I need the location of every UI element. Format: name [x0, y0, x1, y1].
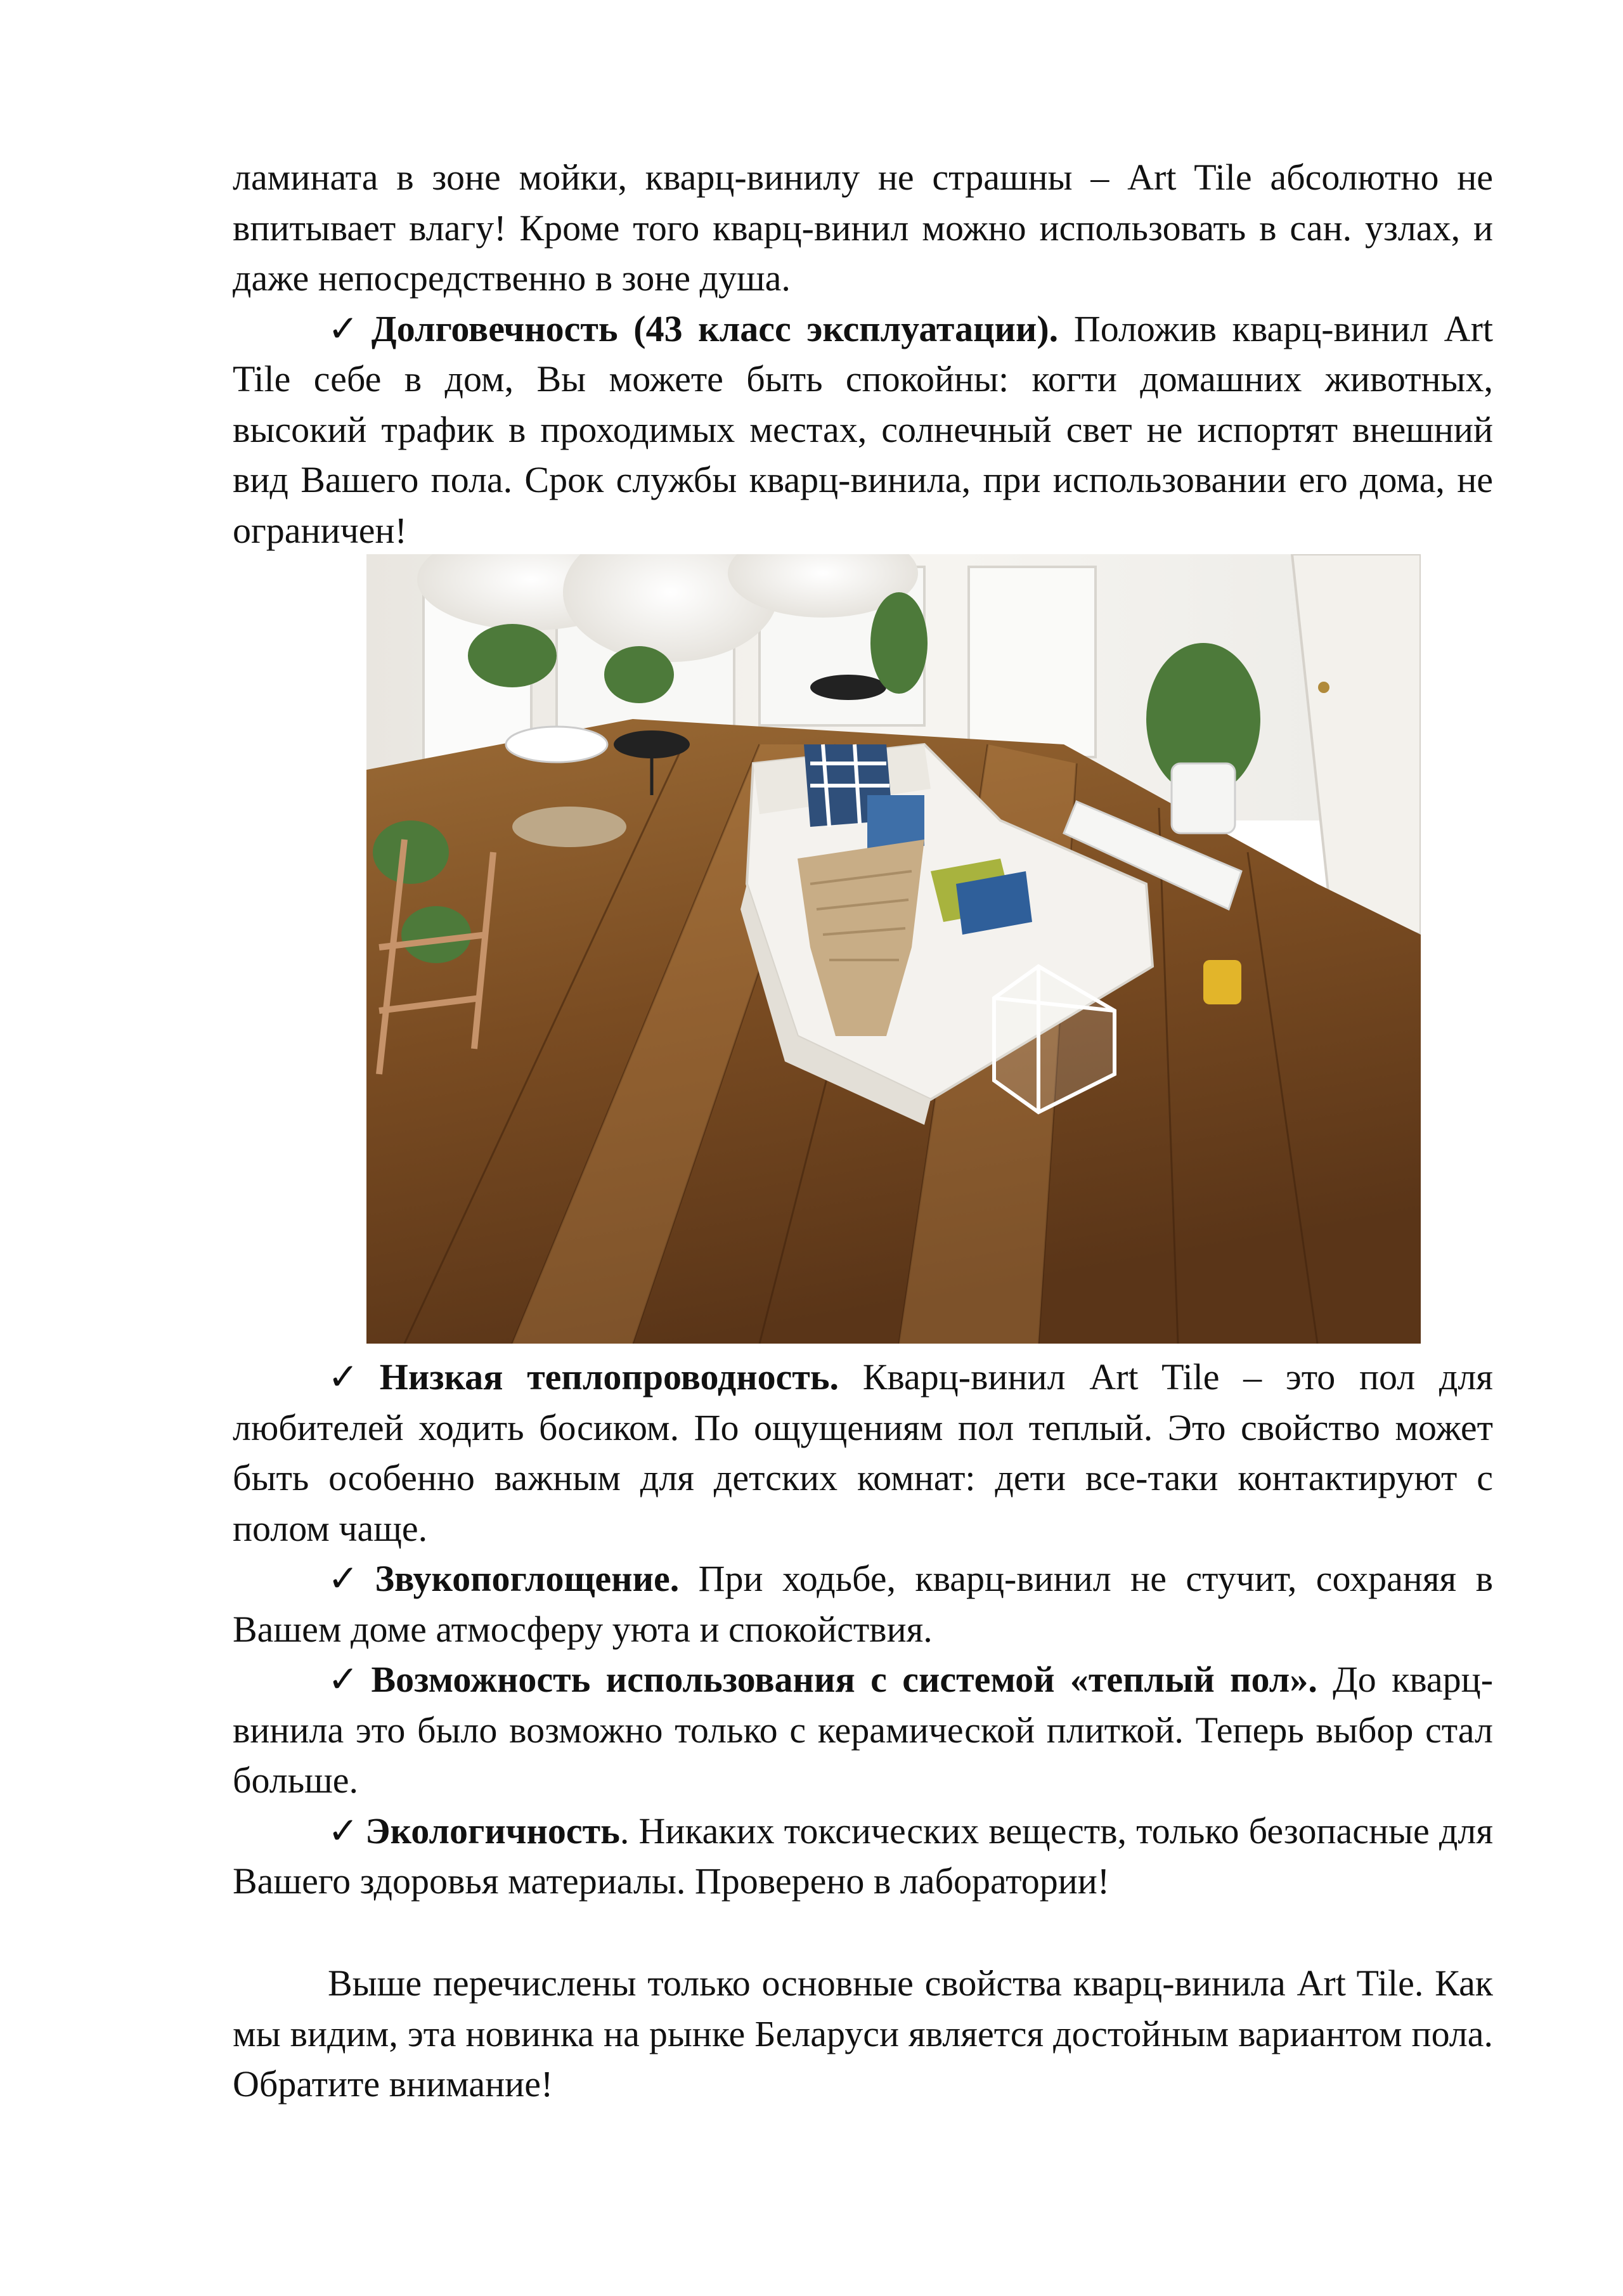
checkmark-icon: ✓: [328, 1558, 369, 1599]
checkmark-icon: ✓: [328, 1659, 365, 1700]
paragraph-heating: [233, 1654, 1493, 1806]
sound-heading: Звукопоглощение.: [375, 1558, 680, 1599]
paragraph-sound: [233, 1553, 1493, 1654]
eco-text: . Никаких токсических веществ, только безопасные для Вашего здоровья материалы. Проверено в лаборатории!: [233, 1810, 1493, 1902]
durability-text: Положив кварц-винил Art Tile себе в дом, Вы можете быть спокойны: когти домашних животных, высокий трафик в проходимых местах, солнечный свет не испортят внешний вид Вашего пола. Срок службы кварц-винила, при использовании его дома, не ограничен!: [233, 308, 1494, 551]
thermal-heading: Низкая теплопроводность.: [379, 1356, 839, 1398]
durability-heading: Долговечность (43 класс эксплуатации).: [371, 308, 1059, 349]
heating-heading: Возможность использования с системой «теплый пол».: [371, 1659, 1317, 1700]
heating-text: До кварц-винила это было возможно только с керамической плиткой. Теперь выбор стал больше.: [233, 1659, 1494, 1801]
paragraph-durability: [233, 304, 1493, 556]
top-text: [233, 152, 1493, 555]
bottom-text: [233, 1352, 1493, 1907]
eco-heading: Экологичность: [365, 1810, 620, 1852]
checkmark-icon: ✓: [328, 308, 365, 349]
checkmark-icon: ✓: [328, 1356, 373, 1398]
paragraph-conclusion: Выше перечислены только основные свойства кварц-винила Art Tile. Как мы видим, эта новинка на рынке Беларуси является достойным вариантом пола. Обратите внимание!: [233, 1962, 1493, 2105]
thermal-text: Кварц-винил Art Tile – это пол для любителей ходить босиком. По ощущениям пол теплый. Это свойство может быть особенно важным для детских комнат: дети все-таки контактируют с полом чаще.: [233, 1356, 1493, 1549]
checkmark-icon: ✓: [328, 1810, 359, 1852]
living-room-photo: [366, 554, 1421, 1344]
paragraph-thermal: [233, 1352, 1493, 1553]
sound-text: При ходьбе, кварц-винил не стучит, сохраняя в Вашем доме атмосферу уюта и спокойствия.: [233, 1558, 1493, 1650]
paragraph-continuation: ламината в зоне мойки, кварц-винилу не страшны – Art Tile абсолютно не впитывает влагу! Кроме того кварц-винил можно использовать в сан. узлах, и даже непосредственно в зоне душа.: [233, 157, 1493, 299]
room-illustration: [366, 554, 1421, 1344]
paragraph-eco: [233, 1806, 1493, 1907]
conclusion-block: [233, 1958, 1493, 2110]
